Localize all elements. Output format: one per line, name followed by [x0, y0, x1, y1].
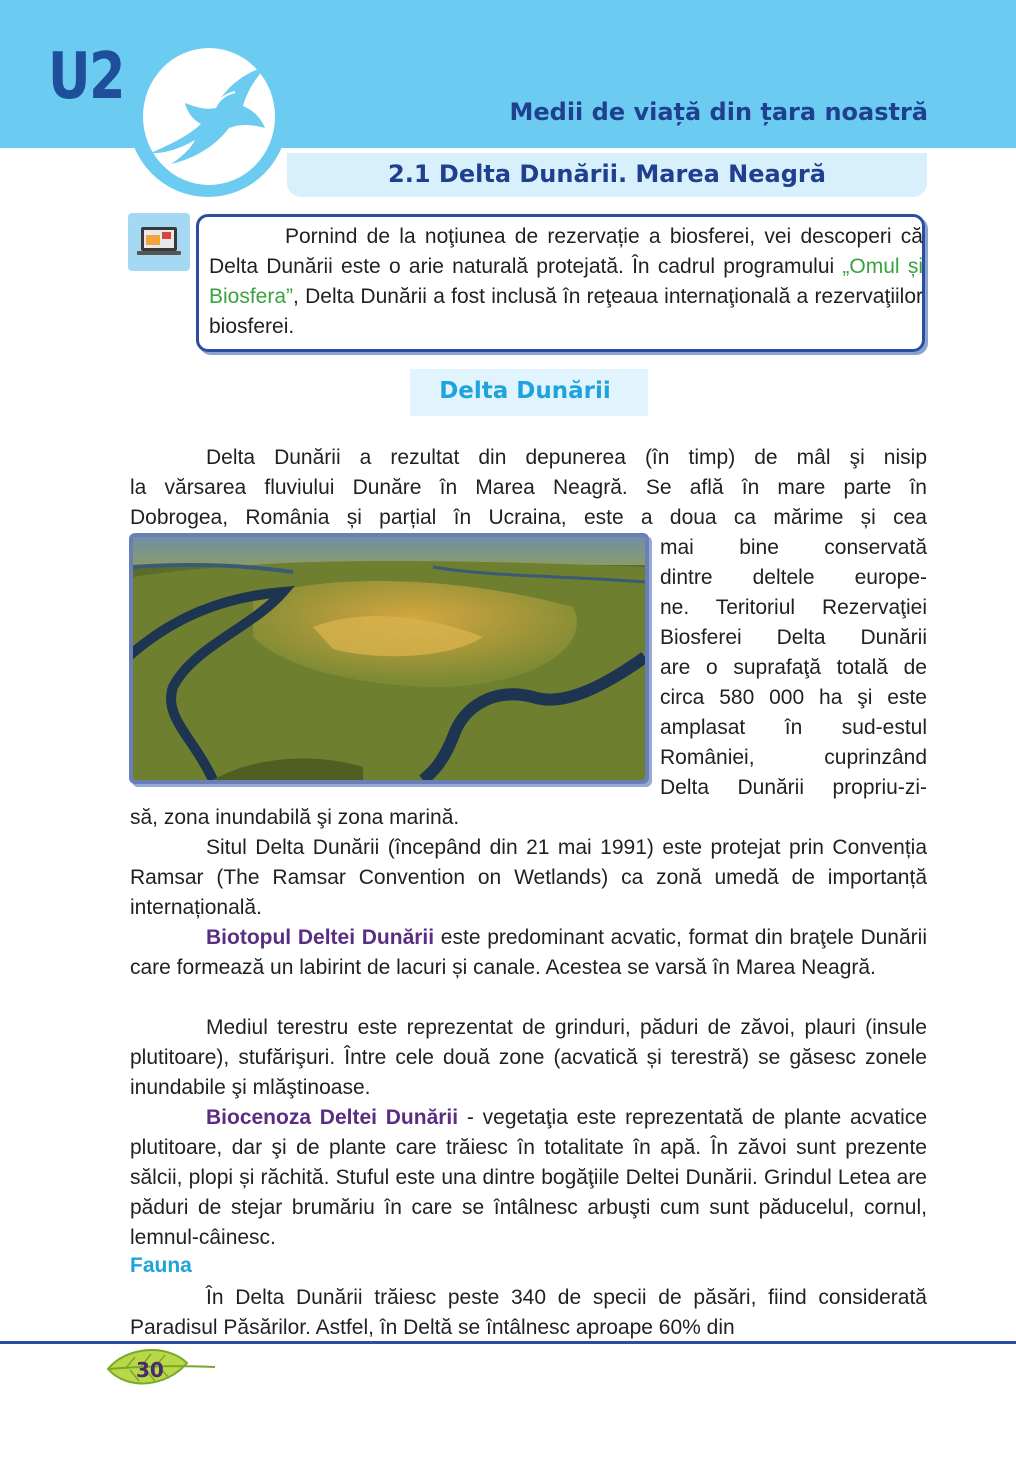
paragraph-1-end: să, zona inundabilă şi zona marină.	[130, 806, 460, 829]
paragraph-1-line-1: Delta Dunării a rezultat din depunerea (în timp) de mâl şi nisip	[206, 446, 927, 469]
paragraph-5: Biocenoza Deltei Dunării - vegetaţia este reprezentată de plante acvatice plutitoare, dar şi de plante care trăiesc în totalitate în apă. În zăvoi sunt prezente sălcii, plopi și răchită. Stuful este una dintre bogăţiile Deltei Dunării. Grindul Letea are păduri de stejar brumăriu în care se întâlnesc arbuşti cum sunt păducelul, cornul, lemnul-câinesc.	[130, 1106, 928, 1249]
paragraph-1-line-2: la vărsarea fluviului Dunăre în Marea Neagră. Se află în mare parte în	[130, 476, 927, 499]
delta-aerial-image	[133, 537, 645, 780]
wrap-line: mai bine conservată	[660, 536, 927, 559]
wrap-line: României, cuprinzând	[660, 746, 927, 769]
wrap-line: circa 580 000 ha şi este	[660, 686, 927, 709]
fauna-text: În Delta Dunării trăiesc peste 340 de specii de păsări, fiind considerată Paradisul Păsărilor. Astfel, în Deltă se întâlnesc aproape 60% din	[130, 1286, 927, 1339]
wrap-line: Biosferei Delta Dunării	[660, 626, 927, 649]
wrap-line: are o suprafaţă totală de	[660, 656, 927, 679]
page-number: 30	[136, 1358, 164, 1382]
fauna-heading: Fauna	[130, 1254, 192, 1277]
paragraph-2: Situl Delta Dunării (începând din 21 mai 1991) este protejat prin Convenția Ramsar (The Ramsar Convention on Wetlands) ca zonă umedă de importanță internațională.	[130, 836, 927, 919]
paragraph-1-line-3: Dobrogea, România și parțial în Ucraina, este a doua ca mărime și cea	[130, 506, 927, 529]
wrap-line: dintre deltele europe-	[660, 566, 927, 589]
chapter-title: Medii de viață din țara noastră	[509, 98, 928, 126]
biotop-term: Biotopul Deltei Dunării	[206, 926, 435, 949]
emblem-inner	[143, 48, 275, 185]
laptop-icon	[128, 213, 190, 271]
program-name: „Omul și Biosfera”	[209, 255, 923, 308]
wrap-line: ne. Teritoriul Rezervaţiei	[660, 596, 927, 619]
unit-code: U2	[48, 40, 124, 114]
paragraph-4: Mediul terestru este reprezentat de grinduri, păduri de zăvoi, plauri (insule plutitoare), stufărişuri. Între cele două zone (acvatică și terestră) se găsesc zonele inundabile şi mlăştinoase.	[130, 1016, 927, 1099]
wrap-line: Delta Dunării propriu-zi-	[660, 776, 927, 799]
bird-icon	[143, 48, 275, 185]
paragraph-3: Biotopul Deltei Dunării este predominant acvatic, format din braţele Dunării care formează un labirint de lacuri și canale. Acestea se varsă în Marea Neagră.	[130, 926, 927, 979]
intro-text: Pornind de la noţiunea de rezervație a biosferei, vei descoperi că Delta Dunării este o arie naturală protejată. În cadrul programului „Omul și Biosfera”, Delta Dunării a fost inclusă în reţeaua internaţională a rezervaţiilor biosferei.	[209, 225, 923, 338]
delta-photo	[129, 533, 649, 784]
lesson-title: 2.1 Delta Dunării. Marea Neagră	[388, 160, 826, 188]
wrap-line: amplasat în sud-estul	[660, 716, 927, 739]
biocenoza-term: Biocenoza Deltei Dunării	[206, 1106, 459, 1129]
laptop-icon-box	[128, 213, 190, 271]
paragraph-1-wrap	[660, 533, 927, 803]
section-title: Delta Dunării	[439, 378, 611, 404]
